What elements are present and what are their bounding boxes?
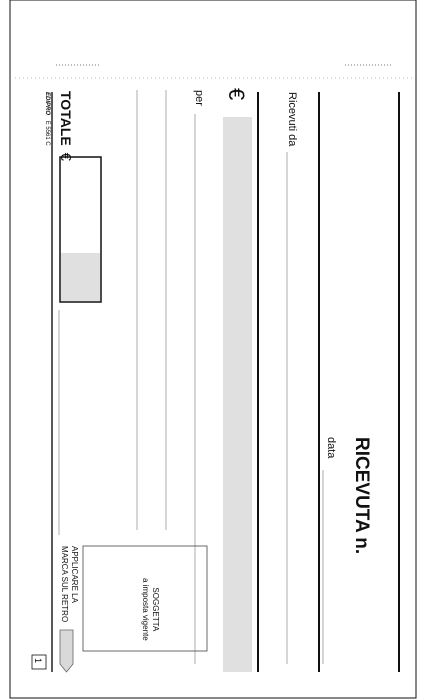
- product-code: E 5561 C: [44, 120, 50, 146]
- date-label: data: [325, 437, 337, 459]
- brand-footer: [44, 92, 50, 146]
- received-from-label: Ricevuti da: [286, 92, 298, 147]
- for-label: per: [193, 90, 205, 106]
- stamp-notice-line2: MARCA SUL RETRO: [60, 546, 69, 623]
- tax-notice-line2: a imposta vigente: [141, 578, 150, 641]
- euro-symbol: €: [224, 88, 249, 101]
- stamp-notice-line1: APPLICARE LA: [70, 546, 79, 603]
- total-label-text: TOTALE: [58, 91, 74, 146]
- total-euro-symbol: €: [57, 152, 74, 161]
- page-number: 1: [33, 658, 43, 664]
- amount-shaded-band: [223, 117, 252, 672]
- total-label: [57, 91, 74, 161]
- tax-notice-line1: SOGGETTA: [151, 587, 160, 632]
- brand-logo: EDIPRO: [44, 92, 50, 116]
- stamp-notice: [59, 546, 79, 622]
- tax-notice: [140, 578, 160, 641]
- total-box-shade: [61, 253, 100, 301]
- receipt-title: RICEVUTA n.: [351, 437, 372, 555]
- arrow-down-icon: [60, 630, 73, 672]
